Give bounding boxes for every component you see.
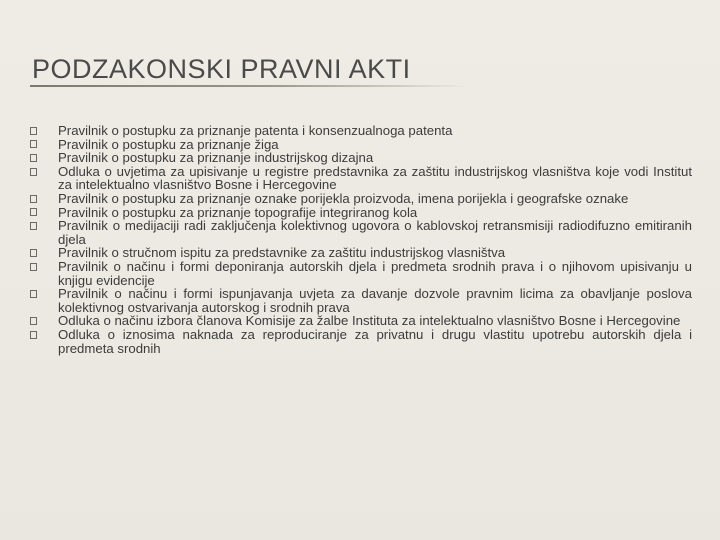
title-underline (30, 85, 470, 87)
list-item (30, 206, 692, 220)
list-item-text: Pravilnik o postupku za priznanje topografije integriranog kola (58, 204, 418, 220)
list-item (30, 328, 692, 355)
square-bullet-icon (30, 151, 58, 165)
square-bullet-icon (30, 124, 58, 138)
square-bullet-icon (30, 138, 58, 152)
list-item-text: Pravilnik o postupku za priznanje oznake porijekla proizvoda, imena porijekla i geografske oznake (58, 190, 629, 206)
list-item-text: Pravilnik o postupku za priznanje patenta i konsenzualnoga patenta (58, 123, 453, 138)
list-item-text: Pravilnik o načinu i formi deponiranja autorskih djela i predmeta srodnih prava i o njihovom upisivanju u knjigu evidencije (58, 258, 692, 288)
list-item (30, 219, 692, 246)
list-item-text: Pravilnik o stručnom ispitu za predstavnike za zaštitu industrijskog vlasništva (58, 245, 506, 261)
list-item-text: Pravilnik o medijaciji radi zaključenja kolektivnog ugovora o kablovskoj retransmisiji radiodifuzno emitiranih djela (58, 218, 692, 247)
list-item-text: Odluka o uvjetima za upisivanje u registre predstavnika za zaštitu industrijskog vlasništva koje vodi Institut za intelektualno vlasništvo Bosne i Hercegovine (58, 163, 692, 193)
square-bullet-icon (30, 260, 58, 274)
list-item (30, 287, 692, 314)
list-item (30, 260, 692, 287)
square-bullet-icon (30, 206, 58, 220)
list-item-text: Pravilnik o postupku za priznanje žiga (58, 136, 279, 152)
list-item-text: Odluka o načinu izbora članova Komisije za žalbe Instituta za intelektualno vlasništvo Bosne i Hercegovine (58, 313, 681, 329)
list-item (30, 192, 692, 206)
list-item-text: Pravilnik o postupku za priznanje industrijskog dizajna (58, 150, 374, 166)
list-item (30, 246, 692, 260)
square-bullet-icon (30, 287, 58, 301)
list-item-text: Pravilnik o načinu i formi ispunjavanja uvjeta za davanje dozvole pravnim licima za obavljanje poslova kolektivnog ostvarivanja autorskog i srodnih prava (58, 286, 692, 315)
square-bullet-icon (30, 219, 58, 233)
slide-title: PODZAKONSKI PRAVNI AKTI (32, 54, 411, 84)
list-item (30, 138, 692, 152)
list-item-text: Odluka o iznosima naknada za reproduciranje za privatnu i drugu vlastitu upotrebu autorskih djela i predmeta srodnih (58, 326, 692, 356)
square-bullet-icon (30, 314, 58, 328)
list-item (30, 151, 692, 165)
list-item (30, 124, 692, 138)
list-item (30, 165, 692, 192)
square-bullet-icon (30, 246, 58, 260)
square-bullet-icon (30, 165, 58, 179)
square-bullet-icon (30, 192, 58, 206)
square-bullet-icon (30, 328, 58, 342)
list-item (30, 314, 692, 328)
bullet-list (30, 124, 692, 355)
